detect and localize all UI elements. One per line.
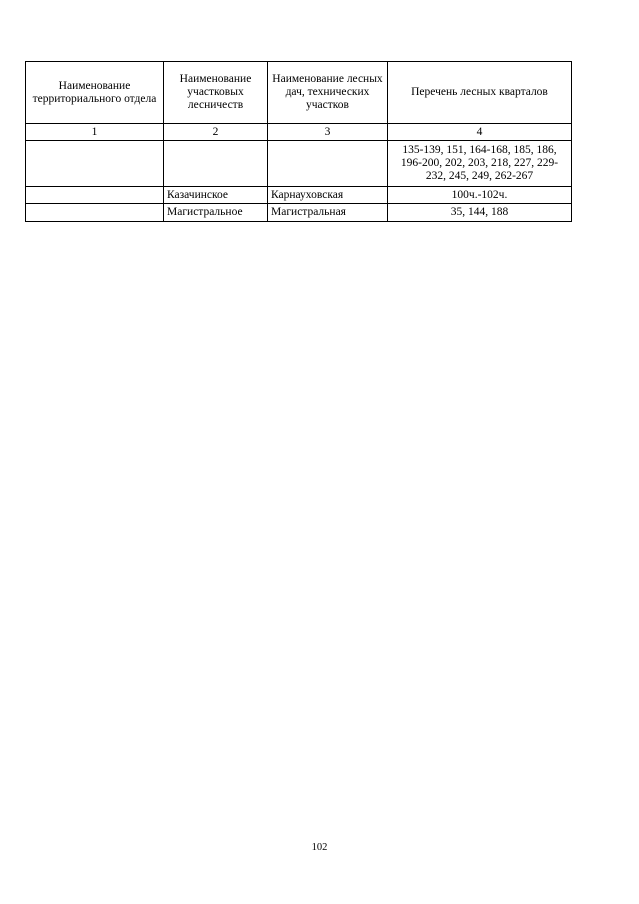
column-number-row [26, 124, 572, 141]
header-forest-quarters: Перечень лесных кварталов [388, 62, 572, 124]
column-number: 1 [26, 124, 164, 141]
page-number: 102 [311, 842, 328, 853]
table-cell: 35, 144, 188 [388, 204, 572, 222]
table-header-row [26, 62, 572, 124]
table-cell: Казачинское [164, 187, 268, 204]
table-cell: Магистральное [164, 204, 268, 222]
table-cell [26, 187, 164, 204]
table-cell: 100ч.-102ч. [388, 187, 572, 204]
table-cell [26, 204, 164, 222]
header-forest-dachas: Наименование лесных дач, технических участков [268, 62, 388, 124]
forest-quarters-table [25, 61, 572, 222]
table-row [26, 141, 572, 187]
column-number: 3 [268, 124, 388, 141]
column-number: 2 [164, 124, 268, 141]
table-row [26, 187, 572, 204]
table-cell [164, 141, 268, 187]
table-cell: Карнауховская [268, 187, 388, 204]
column-number: 4 [388, 124, 572, 141]
table-cell: Магистральная [268, 204, 388, 222]
table-cell [268, 141, 388, 187]
header-territorial-department: Наименование территориального отдела [26, 62, 164, 124]
header-district-forestries: Наименование участковых лесничеств [164, 62, 268, 124]
table-row [26, 204, 572, 222]
table-cell: 135-139, 151, 164-168, 185, 186, 196-200, 202, 203, 218, 227, 229-232, 245, 249, 262-267 [388, 141, 572, 187]
table-cell [26, 141, 164, 187]
